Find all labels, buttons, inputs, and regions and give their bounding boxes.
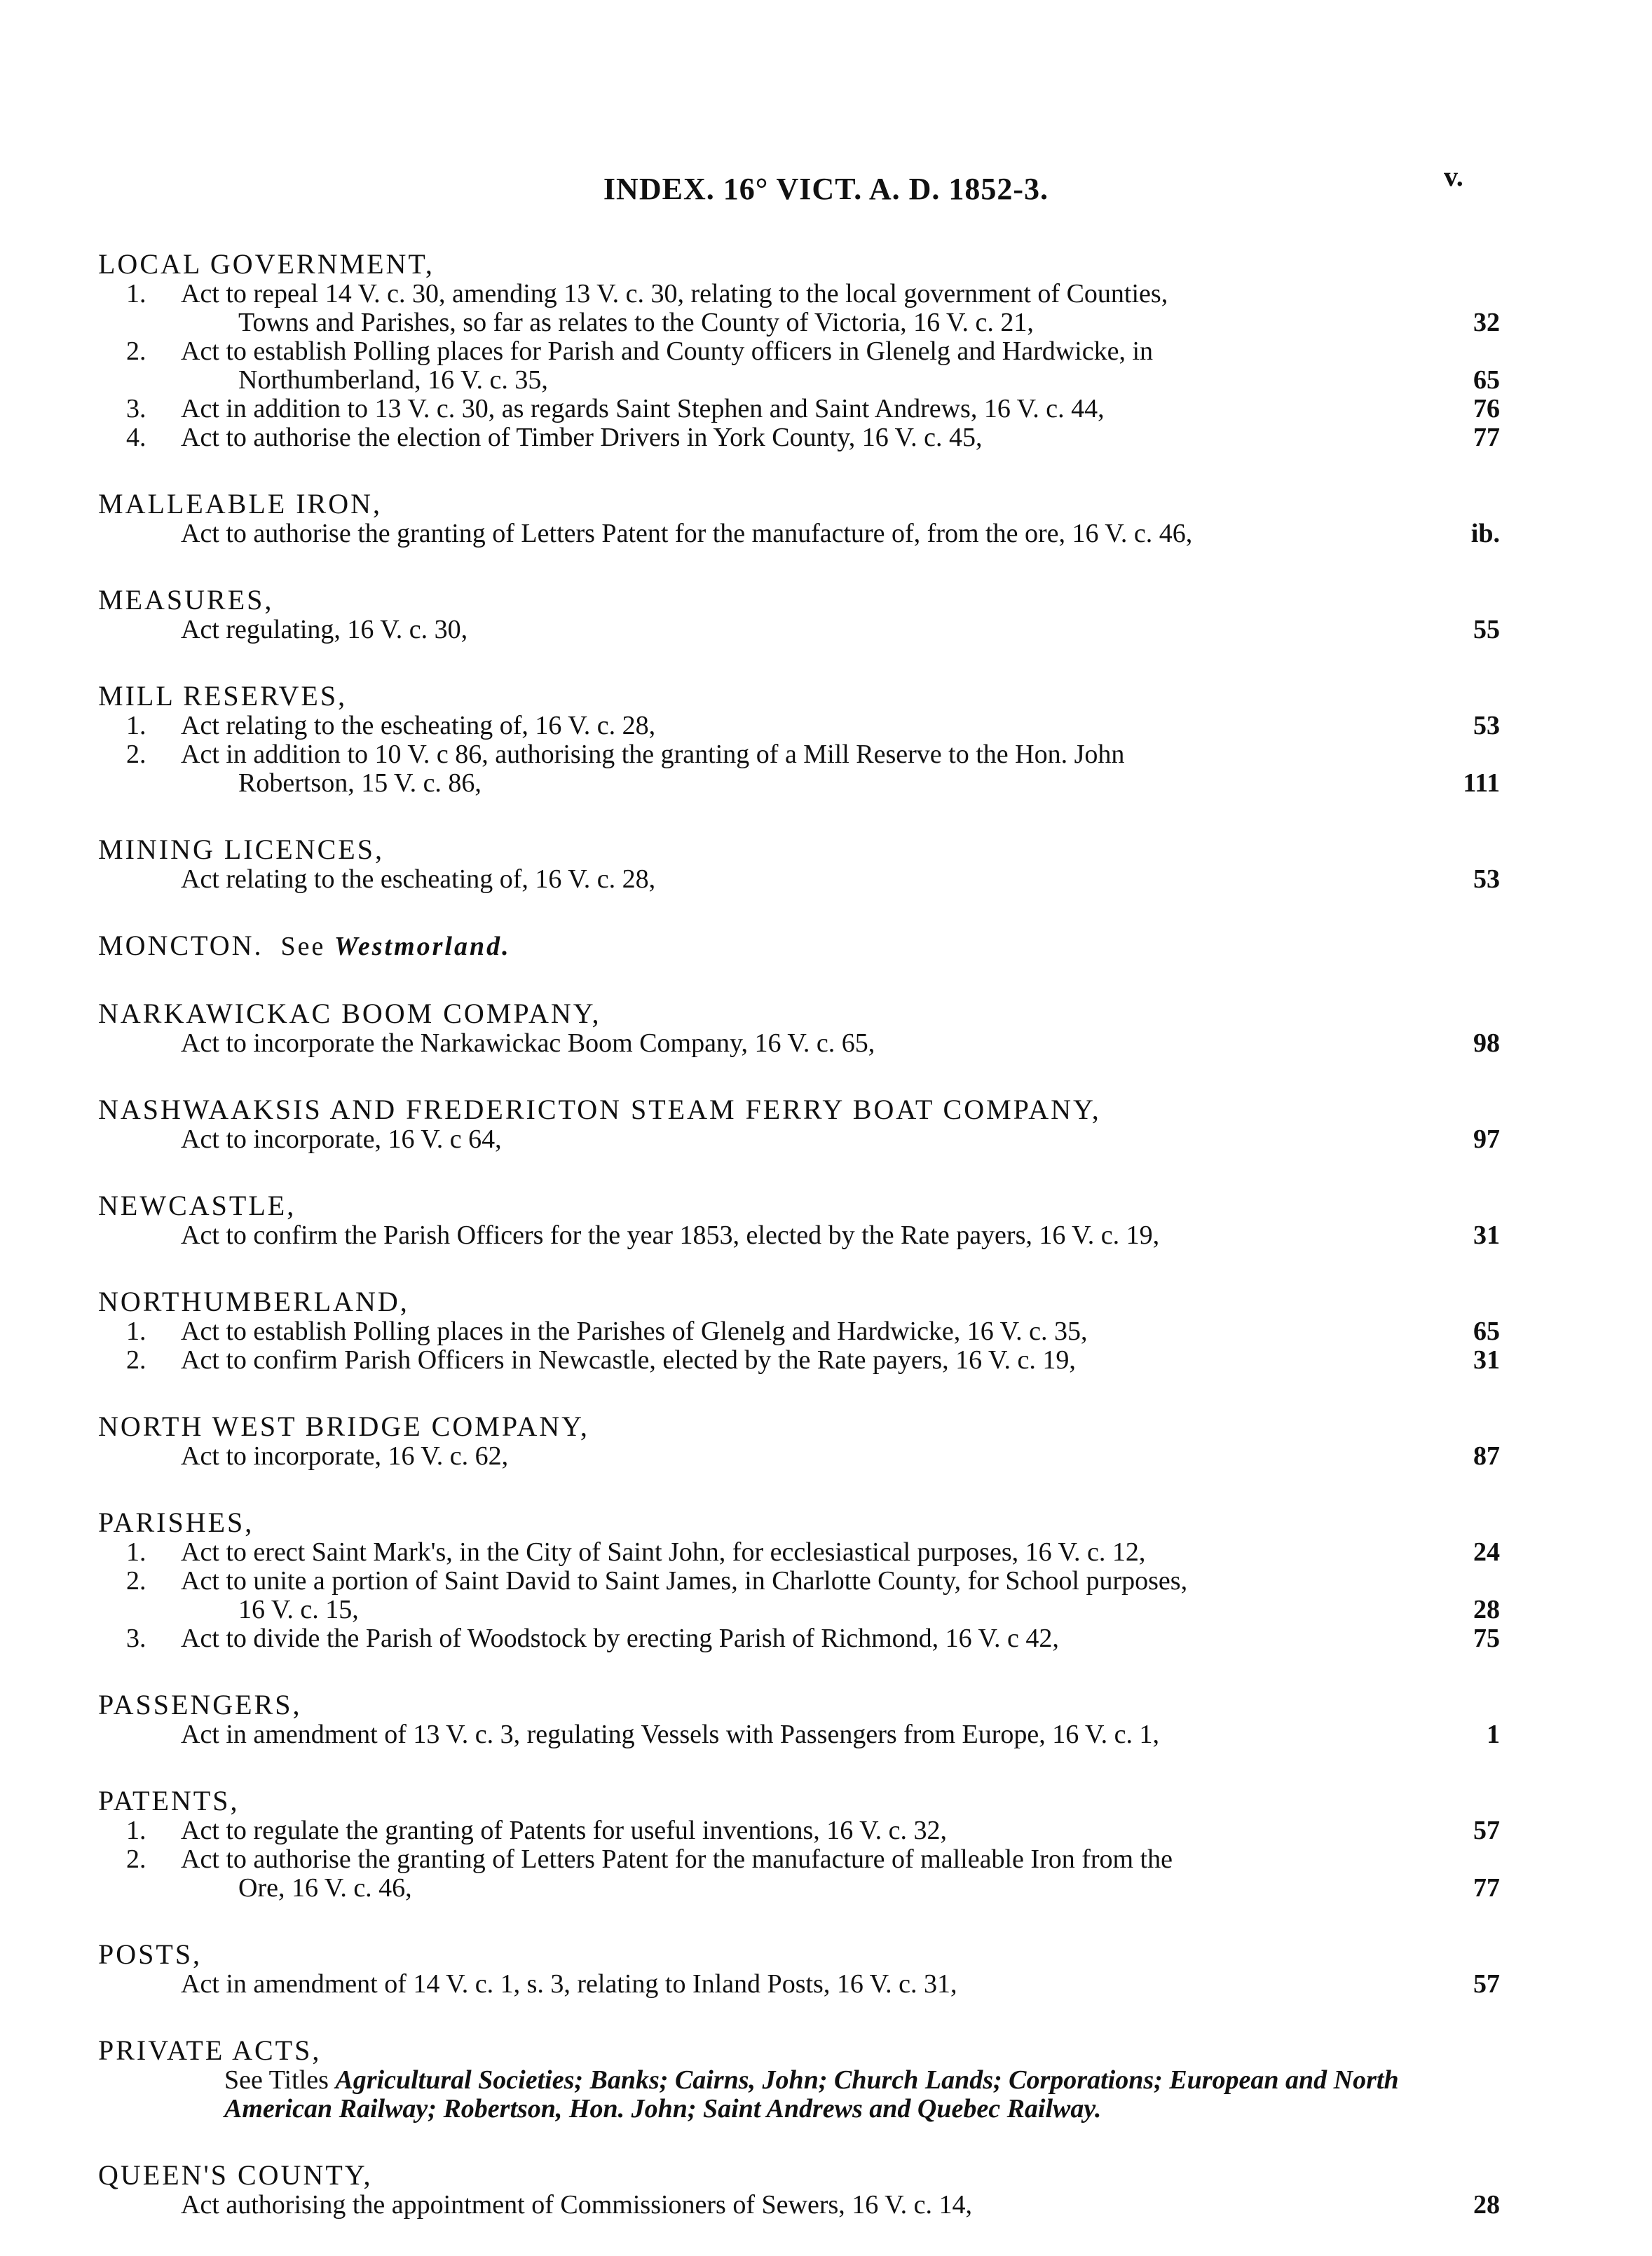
index-item-continuation xyxy=(98,769,1500,798)
index-item-continuation xyxy=(98,308,1500,337)
entry-heading-text: MINING LICENCES, xyxy=(98,834,384,865)
index-entries xyxy=(98,249,1500,2256)
item-page-ref: 65 xyxy=(1473,365,1500,395)
entry-heading xyxy=(98,1411,1500,1442)
item-text: Act in amendment of 14 V. c. 1, s. 3, relating to Inland Posts, 16 V. c. 31, xyxy=(181,1969,957,1999)
item-text: Act to authorise the election of Timber Drivers in York County, 16 V. c. 45, xyxy=(181,423,983,452)
item-text: Act to incorporate, 16 V. c 64, xyxy=(181,1124,502,1154)
index-item xyxy=(98,1624,1500,1653)
item-page-ref: 57 xyxy=(1473,1816,1500,1845)
index-entry xyxy=(98,1411,1500,1471)
entry-heading-text: MONCTON. xyxy=(98,930,264,961)
index-entry xyxy=(98,2160,1500,2220)
entry-heading-text: NORTH WEST BRIDGE COMPANY, xyxy=(98,1411,589,1442)
item-text: Act to incorporate, 16 V. c. 62, xyxy=(181,1441,509,1471)
item-text: Act in addition to 10 V. c 86, authorising the granting of a Mill Reserve to the Hon. John xyxy=(181,740,1125,769)
item-number: 2. xyxy=(126,337,146,366)
item-number: 2. xyxy=(126,1566,146,1596)
item-number: 1. xyxy=(126,1537,146,1567)
item-number: 1. xyxy=(126,711,146,740)
index-entry xyxy=(98,1190,1500,1250)
item-page-ref: 76 xyxy=(1473,394,1500,423)
index-entry xyxy=(98,489,1500,548)
index-item xyxy=(98,423,1500,452)
index-entry xyxy=(98,1786,1500,1903)
item-text: Act to authorise the granting of Letters Patent for the manufacture of, from the ore, 16 V. c. 46, xyxy=(181,519,1193,548)
index-entry xyxy=(98,1286,1500,1375)
item-number: 2. xyxy=(126,1844,146,1874)
index-item xyxy=(98,712,1500,740)
index-entry xyxy=(98,998,1500,1058)
entry-heading-text: PASSENGERS, xyxy=(98,1689,302,1720)
item-page-ref: 111 xyxy=(1463,768,1500,798)
index-item xyxy=(98,280,1500,308)
index-item xyxy=(98,519,1500,548)
index-item xyxy=(98,865,1500,894)
item-page-ref: 1 xyxy=(1487,1720,1500,1749)
index-item xyxy=(98,1845,1500,1874)
entry-heading xyxy=(98,998,1500,1029)
item-number: 4. xyxy=(126,423,146,452)
item-page-ref: 77 xyxy=(1473,1873,1500,1903)
index-item xyxy=(98,1816,1500,1845)
entry-heading-text: NEWCASTLE, xyxy=(98,1190,296,1221)
index-entry xyxy=(98,930,1500,962)
item-page-ref: ib. xyxy=(1470,519,1500,548)
index-item xyxy=(98,1442,1500,1471)
item-text: Act to confirm Parish Officers in Newcastle, elected by the Rate payers, 16 V. c. 19, xyxy=(181,1345,1076,1375)
page-number: v. xyxy=(1444,161,1463,192)
index-item xyxy=(98,1221,1500,1250)
index-entry xyxy=(98,1094,1500,1154)
entry-heading-text: NORTHUMBERLAND, xyxy=(98,1286,409,1317)
item-text: Act regulating, 16 V. c. 30, xyxy=(181,615,468,644)
entry-heading xyxy=(98,930,1500,962)
entry-heading xyxy=(98,1286,1500,1317)
item-number: 1. xyxy=(126,279,146,308)
index-item xyxy=(98,1029,1500,1058)
entry-heading-text: NARKAWICKAC BOOM COMPANY, xyxy=(98,998,601,1029)
index-entry xyxy=(98,681,1500,798)
item-text-continued: Ore, 16 V. c. 46, xyxy=(238,1873,412,1903)
entry-heading xyxy=(98,585,1500,616)
item-text: Act to erect Saint Mark's, in the City of Saint John, for ecclesiastical purposes, 16 V. c. 12, xyxy=(181,1537,1146,1567)
entry-heading xyxy=(98,1094,1500,1125)
entry-heading-text: PATENTS, xyxy=(98,1785,240,1816)
entry-heading-text: POSTS, xyxy=(98,1938,203,1970)
see-label: See Titles xyxy=(224,2065,329,2095)
entry-heading-text: MILL RESERVES, xyxy=(98,680,348,712)
entry-heading-text: MEASURES, xyxy=(98,584,274,616)
item-text-continued: Northumberland, 16 V. c. 35, xyxy=(238,365,548,395)
item-page-ref: 32 xyxy=(1473,308,1500,337)
item-page-ref: 55 xyxy=(1473,615,1500,644)
item-text: Act to regulate the granting of Patents for useful inventions, 16 V. c. 32, xyxy=(181,1816,948,1845)
item-number: 3. xyxy=(126,1624,146,1653)
item-page-ref: 24 xyxy=(1473,1537,1500,1567)
item-text: Act authorising the appointment of Commissioners of Sewers, 16 V. c. 14, xyxy=(181,2190,972,2220)
item-page-ref: 31 xyxy=(1473,1345,1500,1375)
entry-heading xyxy=(98,249,1500,280)
item-text-continued: Robertson, 15 V. c. 86, xyxy=(238,768,482,798)
entry-heading xyxy=(98,489,1500,519)
item-page-ref: 53 xyxy=(1473,864,1500,894)
index-entry xyxy=(98,1690,1500,1749)
item-page-ref: 98 xyxy=(1473,1028,1500,1058)
entry-heading xyxy=(98,2160,1500,2191)
item-page-ref: 75 xyxy=(1473,1624,1500,1653)
item-number: 2. xyxy=(126,1345,146,1375)
index-entry xyxy=(98,249,1500,452)
see-reference: Westmorland. xyxy=(334,932,511,961)
item-text: Act to establish Polling places in the Parishes of Glenelg and Hardwicke, 16 V. c. 35, xyxy=(181,1317,1088,1346)
entry-heading-text: MALLEABLE IRON, xyxy=(98,488,382,519)
entry-heading xyxy=(98,1190,1500,1221)
entry-heading xyxy=(98,1939,1500,1970)
item-page-ref: 77 xyxy=(1473,423,1500,452)
entry-heading xyxy=(98,681,1500,712)
item-text: Act in amendment of 13 V. c. 3, regulating Vessels with Passengers from Europe, 16 V. c. 1, xyxy=(181,1720,1159,1749)
index-entry xyxy=(98,585,1500,644)
entry-heading-text: PRIVATE ACTS, xyxy=(98,2034,322,2066)
index-item xyxy=(98,2191,1500,2220)
item-text: Act in addition to 13 V. c. 30, as regards Saint Stephen and Saint Andrews, 16 V. c. 44, xyxy=(181,394,1105,423)
item-text: Act to unite a portion of Saint David to Saint James, in Charlotte County, for School purposes, xyxy=(181,1566,1188,1596)
item-number: 2. xyxy=(126,740,146,769)
item-page-ref: 53 xyxy=(1473,711,1500,740)
item-text: Act relating to the escheating of, 16 V. c. 28, xyxy=(181,711,656,740)
entry-heading-text: NASHWAAKSIS AND FREDERICTON STEAM FERRY BOAT COMPANY, xyxy=(98,1094,1101,1125)
index-item xyxy=(98,1720,1500,1749)
item-page-ref: 65 xyxy=(1473,1317,1500,1346)
item-page-ref: 87 xyxy=(1473,1441,1500,1471)
item-page-ref: 57 xyxy=(1473,1969,1500,1999)
item-text: Act to establish Polling places for Parish and County officers in Glenelg and Hardwicke, in xyxy=(181,337,1154,366)
index-item xyxy=(98,740,1500,769)
page-title: INDEX. 16° VICT. A. D. 1852-3. xyxy=(603,172,1049,206)
item-page-ref: 97 xyxy=(1473,1124,1500,1154)
item-text: Act to confirm the Parish Officers for the year 1853, elected by the Rate payers, 16 V. c. 19, xyxy=(181,1221,1160,1250)
item-number: 3. xyxy=(126,394,146,423)
index-item xyxy=(98,395,1500,423)
index-item xyxy=(98,1970,1500,1999)
index-item xyxy=(98,1567,1500,1596)
entry-heading-text: PARISHES, xyxy=(98,1507,254,1538)
index-item xyxy=(98,1125,1500,1154)
item-text: Act relating to the escheating of, 16 V. c. 28, xyxy=(181,864,656,894)
item-page-ref: 28 xyxy=(1473,1595,1500,1624)
item-text: Act to repeal 14 V. c. 30, amending 13 V. c. 30, relating to the local government of Counties, xyxy=(181,279,1168,308)
entry-heading-text: QUEEN'S COUNTY, xyxy=(98,2159,373,2191)
index-item xyxy=(98,616,1500,644)
item-text: Act to divide the Parish of Woodstock by erecting Parish of Richmond, 16 V. c 42, xyxy=(181,1624,1059,1653)
index-item xyxy=(98,1538,1500,1567)
entry-heading xyxy=(98,1690,1500,1720)
index-entry xyxy=(98,1507,1500,1653)
index-entry xyxy=(98,2035,1500,2124)
see-label: See xyxy=(280,932,326,961)
entry-heading xyxy=(98,2035,1500,2066)
index-item-continuation xyxy=(98,366,1500,395)
index-item xyxy=(98,1346,1500,1375)
item-number: 1. xyxy=(126,1816,146,1845)
see-reference: Agricultural Societies; Banks; Cairns, John; Church Lands; Corporations; European and North American Railway; Robertson, Hon. John; Saint Andrews and Quebec Railway. xyxy=(224,2065,1399,2124)
entry-heading xyxy=(98,1786,1500,1816)
item-text: Act to incorporate the Narkawickac Boom Company, 16 V. c. 65, xyxy=(181,1028,875,1058)
index-entry xyxy=(98,834,1500,894)
index-item-continuation xyxy=(98,1596,1500,1624)
index-item xyxy=(98,1317,1500,1346)
index-item xyxy=(98,337,1500,366)
item-number: 1. xyxy=(126,1317,146,1346)
entry-heading-text: LOCAL GOVERNMENT, xyxy=(98,248,435,280)
item-text: Act to authorise the granting of Letters Patent for the manufacture of malleable Iron from the xyxy=(181,1844,1173,1874)
item-text-continued: Towns and Parishes, so far as relates to the County of Victoria, 16 V. c. 21, xyxy=(238,308,1034,337)
item-text-continued: 16 V. c. 15, xyxy=(238,1595,359,1624)
entry-heading xyxy=(98,834,1500,865)
index-entry xyxy=(98,1939,1500,1999)
entry-heading xyxy=(98,1507,1500,1538)
index-item-continuation xyxy=(98,1874,1500,1903)
item-page-ref: 28 xyxy=(1473,2190,1500,2220)
item-page-ref: 31 xyxy=(1473,1221,1500,1250)
see-titles-block xyxy=(98,2066,1416,2124)
